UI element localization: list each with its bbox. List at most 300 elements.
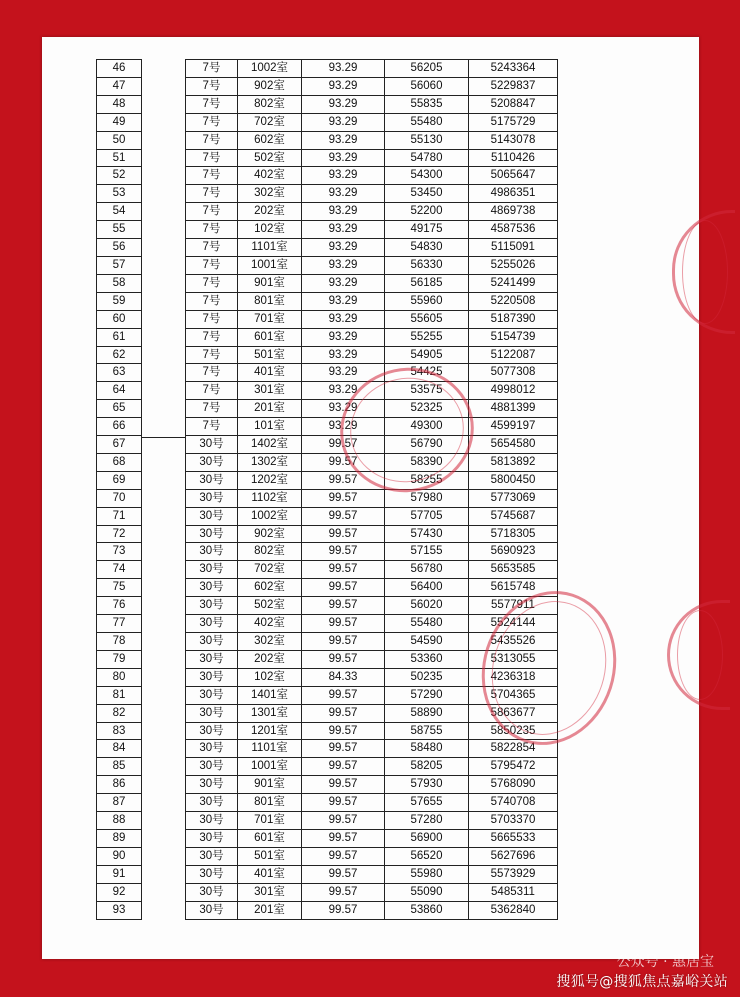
total-price-cell: 5220508 [469, 292, 558, 310]
table-row [97, 436, 142, 454]
unit-price-cell: 53575 [385, 382, 469, 400]
building-cell: 30号 [186, 579, 238, 597]
table-row [186, 561, 558, 579]
room-cell: 601室 [238, 829, 302, 847]
row-number-cell: 62 [97, 346, 142, 364]
total-price-cell: 5690923 [469, 543, 558, 561]
unit-price-cell: 56330 [385, 256, 469, 274]
unit-price-cell: 56400 [385, 579, 469, 597]
room-cell: 501室 [238, 847, 302, 865]
area-cell: 93.29 [302, 149, 385, 167]
room-cell: 701室 [238, 310, 302, 328]
table-row [97, 650, 142, 668]
room-cell: 601室 [238, 328, 302, 346]
unit-price-cell: 55130 [385, 131, 469, 149]
table-row [97, 633, 142, 651]
area-cell: 99.57 [302, 812, 385, 830]
total-price-cell: 5485311 [469, 883, 558, 901]
total-price-cell: 5208847 [469, 95, 558, 113]
unit-price-cell: 54425 [385, 364, 469, 382]
room-cell: 1402室 [238, 436, 302, 454]
unit-price-cell: 57655 [385, 794, 469, 812]
unit-price-cell: 55980 [385, 865, 469, 883]
total-price-cell: 5665533 [469, 829, 558, 847]
area-cell: 99.57 [302, 453, 385, 471]
unit-price-cell: 55960 [385, 292, 469, 310]
building-cell: 30号 [186, 722, 238, 740]
room-cell: 402室 [238, 167, 302, 185]
table-row [186, 274, 558, 292]
area-cell: 93.29 [302, 382, 385, 400]
table-row [97, 310, 142, 328]
row-number-cell: 65 [97, 400, 142, 418]
row-number-cell: 92 [97, 883, 142, 901]
area-cell: 93.29 [302, 185, 385, 203]
room-cell: 702室 [238, 113, 302, 131]
row-number-cell: 86 [97, 776, 142, 794]
room-cell: 402室 [238, 615, 302, 633]
row-number-cell: 73 [97, 543, 142, 561]
room-cell: 802室 [238, 543, 302, 561]
row-number-cell: 80 [97, 668, 142, 686]
unit-price-cell: 50235 [385, 668, 469, 686]
table-row [97, 668, 142, 686]
unit-price-cell: 55835 [385, 95, 469, 113]
row-number-cell: 56 [97, 239, 142, 257]
row-number-cell: 83 [97, 722, 142, 740]
area-cell: 93.29 [302, 239, 385, 257]
row-number-cell: 64 [97, 382, 142, 400]
unit-price-cell: 58390 [385, 453, 469, 471]
table-row [97, 95, 142, 113]
room-cell: 1301室 [238, 704, 302, 722]
unit-price-cell: 57930 [385, 776, 469, 794]
row-number-cell: 77 [97, 615, 142, 633]
total-price-cell: 5313055 [469, 650, 558, 668]
table-row [186, 364, 558, 382]
table-row [97, 418, 142, 436]
table-row [186, 239, 558, 257]
table-row [186, 131, 558, 149]
total-price-cell: 5362840 [469, 901, 558, 919]
unit-price-cell: 54590 [385, 633, 469, 651]
room-cell: 1002室 [238, 60, 302, 78]
row-number-cell: 52 [97, 167, 142, 185]
building-cell: 7号 [186, 60, 238, 78]
unit-price-cell: 56205 [385, 60, 469, 78]
area-cell: 99.57 [302, 525, 385, 543]
area-cell: 84.33 [302, 668, 385, 686]
unit-price-cell: 56520 [385, 847, 469, 865]
building-cell: 7号 [186, 256, 238, 274]
building-cell: 7号 [186, 346, 238, 364]
building-cell: 30号 [186, 633, 238, 651]
building-cell: 7号 [186, 239, 238, 257]
area-cell: 99.57 [302, 436, 385, 454]
area-cell: 99.57 [302, 794, 385, 812]
area-cell: 99.57 [302, 740, 385, 758]
total-price-cell: 5822854 [469, 740, 558, 758]
area-cell: 93.29 [302, 203, 385, 221]
unit-price-cell: 57290 [385, 686, 469, 704]
row-number-cell: 55 [97, 221, 142, 239]
table-row [97, 328, 142, 346]
table-row [97, 615, 142, 633]
area-cell: 93.29 [302, 95, 385, 113]
table-row [97, 256, 142, 274]
building-cell: 30号 [186, 776, 238, 794]
area-cell: 99.57 [302, 507, 385, 525]
area-cell: 99.57 [302, 704, 385, 722]
table-row [186, 292, 558, 310]
unit-price-cell: 57980 [385, 489, 469, 507]
building-cell: 7号 [186, 185, 238, 203]
unit-price-cell: 56185 [385, 274, 469, 292]
total-price-cell: 5745687 [469, 507, 558, 525]
building-cell: 7号 [186, 149, 238, 167]
total-price-cell: 5241499 [469, 274, 558, 292]
table-row [97, 113, 142, 131]
row-number-cell: 57 [97, 256, 142, 274]
area-cell: 99.57 [302, 543, 385, 561]
room-cell: 1001室 [238, 256, 302, 274]
total-price-cell: 5435526 [469, 633, 558, 651]
table-row [186, 543, 558, 561]
total-price-cell: 5654580 [469, 436, 558, 454]
total-price-cell: 5653585 [469, 561, 558, 579]
total-price-cell: 5175729 [469, 113, 558, 131]
building-cell: 30号 [186, 865, 238, 883]
watermark-account: 公众号 · 惠居宝 [616, 954, 714, 970]
row-number-cell: 70 [97, 489, 142, 507]
table-row [186, 203, 558, 221]
room-cell: 201室 [238, 901, 302, 919]
room-cell: 1101室 [238, 239, 302, 257]
unit-price-cell: 53860 [385, 901, 469, 919]
row-number-cell: 87 [97, 794, 142, 812]
unit-price-cell: 56780 [385, 561, 469, 579]
table-row [186, 400, 558, 418]
row-number-cell: 53 [97, 185, 142, 203]
area-cell: 99.57 [302, 722, 385, 740]
table-row [97, 704, 142, 722]
room-cell: 1201室 [238, 722, 302, 740]
room-cell: 1001室 [238, 758, 302, 776]
area-cell: 99.57 [302, 579, 385, 597]
area-cell: 99.57 [302, 597, 385, 615]
total-price-cell: 5795472 [469, 758, 558, 776]
table-row [97, 185, 142, 203]
building-cell: 30号 [186, 471, 238, 489]
room-cell: 902室 [238, 77, 302, 95]
building-cell: 30号 [186, 453, 238, 471]
area-cell: 93.29 [302, 274, 385, 292]
room-cell: 902室 [238, 525, 302, 543]
row-number-cell: 50 [97, 131, 142, 149]
room-cell: 102室 [238, 221, 302, 239]
table-row [97, 794, 142, 812]
unit-price-cell: 56020 [385, 597, 469, 615]
table-row [97, 239, 142, 257]
area-cell: 99.57 [302, 847, 385, 865]
area-cell: 93.29 [302, 167, 385, 185]
room-cell: 701室 [238, 812, 302, 830]
table-row [186, 507, 558, 525]
total-price-cell: 5577911 [469, 597, 558, 615]
row-number-cell: 75 [97, 579, 142, 597]
table-row [186, 382, 558, 400]
area-cell: 99.57 [302, 758, 385, 776]
table-row [97, 776, 142, 794]
row-number-cell: 49 [97, 113, 142, 131]
room-cell: 502室 [238, 597, 302, 615]
building-cell: 30号 [186, 615, 238, 633]
table-row [186, 256, 558, 274]
area-cell: 99.57 [302, 615, 385, 633]
unit-price-cell: 56060 [385, 77, 469, 95]
row-number-cell: 72 [97, 525, 142, 543]
row-number-cell: 59 [97, 292, 142, 310]
unit-price-cell: 53360 [385, 650, 469, 668]
room-cell: 102室 [238, 668, 302, 686]
total-price-cell: 5110426 [469, 149, 558, 167]
unit-price-cell: 55480 [385, 113, 469, 131]
row-number-cell: 90 [97, 847, 142, 865]
table-row [186, 453, 558, 471]
total-price-cell: 5187390 [469, 310, 558, 328]
table-row [186, 328, 558, 346]
unit-price-cell: 58890 [385, 704, 469, 722]
total-price-cell: 5768090 [469, 776, 558, 794]
table-row [186, 436, 558, 454]
table-row [186, 489, 558, 507]
building-cell: 7号 [186, 364, 238, 382]
table-row [97, 364, 142, 382]
table-row [186, 686, 558, 704]
area-cell: 93.29 [302, 364, 385, 382]
area-cell: 99.57 [302, 865, 385, 883]
building-cell: 30号 [186, 829, 238, 847]
total-price-cell: 5704365 [469, 686, 558, 704]
building-cell: 30号 [186, 436, 238, 454]
table-row [97, 77, 142, 95]
room-cell: 801室 [238, 292, 302, 310]
building-cell: 7号 [186, 328, 238, 346]
row-number-cell: 47 [97, 77, 142, 95]
building-cell: 30号 [186, 543, 238, 561]
table-row [97, 60, 142, 78]
area-cell: 93.29 [302, 256, 385, 274]
total-price-cell: 5243364 [469, 60, 558, 78]
row-number-cell: 51 [97, 149, 142, 167]
table-row [97, 471, 142, 489]
room-cell: 602室 [238, 579, 302, 597]
area-cell: 93.29 [302, 418, 385, 436]
total-price-cell: 5115091 [469, 239, 558, 257]
table-row [97, 686, 142, 704]
total-price-cell: 5122087 [469, 346, 558, 364]
room-cell: 401室 [238, 364, 302, 382]
row-number-cell: 88 [97, 812, 142, 830]
table-row [97, 883, 142, 901]
table-row [186, 758, 558, 776]
table-row [186, 722, 558, 740]
area-cell: 99.57 [302, 776, 385, 794]
total-price-cell: 4998012 [469, 382, 558, 400]
total-price-cell: 5718305 [469, 525, 558, 543]
building-cell: 7号 [186, 131, 238, 149]
row-number-cell: 89 [97, 829, 142, 847]
table-row [97, 221, 142, 239]
building-cell: 7号 [186, 203, 238, 221]
total-price-cell: 5065647 [469, 167, 558, 185]
unit-price-cell: 49300 [385, 418, 469, 436]
building-cell: 7号 [186, 221, 238, 239]
unit-price-cell: 55090 [385, 883, 469, 901]
unit-price-cell: 57430 [385, 525, 469, 543]
total-price-cell: 4986351 [469, 185, 558, 203]
row-number-cell: 71 [97, 507, 142, 525]
table-row [186, 794, 558, 812]
building-cell: 30号 [186, 686, 238, 704]
table-row [186, 776, 558, 794]
table-row [97, 382, 142, 400]
total-price-cell: 4881399 [469, 400, 558, 418]
area-cell: 93.29 [302, 328, 385, 346]
table-row [186, 668, 558, 686]
building-cell: 30号 [186, 883, 238, 901]
row-number-cell: 63 [97, 364, 142, 382]
total-price-cell: 4599197 [469, 418, 558, 436]
row-number-cell: 61 [97, 328, 142, 346]
total-price-cell: 5863677 [469, 704, 558, 722]
total-price-cell: 5773069 [469, 489, 558, 507]
table-row [186, 829, 558, 847]
table-row [97, 489, 142, 507]
area-cell: 99.57 [302, 901, 385, 919]
table-row [97, 131, 142, 149]
connector-line [142, 437, 185, 438]
table-row [186, 615, 558, 633]
unit-price-cell: 58255 [385, 471, 469, 489]
row-number-cell: 74 [97, 561, 142, 579]
room-cell: 501室 [238, 346, 302, 364]
table-row [186, 471, 558, 489]
total-price-cell: 5850235 [469, 722, 558, 740]
room-cell: 302室 [238, 633, 302, 651]
row-number-cell: 76 [97, 597, 142, 615]
total-price-cell: 5524144 [469, 615, 558, 633]
table-row [97, 597, 142, 615]
table-row [97, 561, 142, 579]
row-number-cell: 54 [97, 203, 142, 221]
table-row [97, 149, 142, 167]
building-cell: 30号 [186, 668, 238, 686]
building-cell: 7号 [186, 113, 238, 131]
building-cell: 7号 [186, 310, 238, 328]
table-row [186, 579, 558, 597]
row-number-cell: 46 [97, 60, 142, 78]
table-row [97, 453, 142, 471]
table-row [186, 60, 558, 78]
area-cell: 93.29 [302, 60, 385, 78]
area-cell: 93.29 [302, 221, 385, 239]
building-cell: 30号 [186, 525, 238, 543]
area-cell: 99.57 [302, 489, 385, 507]
area-cell: 93.29 [302, 77, 385, 95]
row-number-cell: 81 [97, 686, 142, 704]
table-row [97, 292, 142, 310]
area-cell: 99.57 [302, 633, 385, 651]
room-cell: 301室 [238, 883, 302, 901]
total-price-cell: 4236318 [469, 668, 558, 686]
table-row [186, 185, 558, 203]
total-price-cell: 5229837 [469, 77, 558, 95]
room-cell: 901室 [238, 776, 302, 794]
room-cell: 802室 [238, 95, 302, 113]
table-row [186, 77, 558, 95]
table-row [186, 847, 558, 865]
room-cell: 1102室 [238, 489, 302, 507]
table-row [97, 346, 142, 364]
table-row [97, 579, 142, 597]
row-number-cell: 78 [97, 633, 142, 651]
table-row [97, 758, 142, 776]
building-cell: 30号 [186, 758, 238, 776]
table-row [186, 740, 558, 758]
room-cell: 502室 [238, 149, 302, 167]
area-cell: 93.29 [302, 113, 385, 131]
unit-price-cell: 54830 [385, 239, 469, 257]
building-cell: 30号 [186, 650, 238, 668]
table-row [186, 633, 558, 651]
unit-price-cell: 57155 [385, 543, 469, 561]
row-number-cell: 58 [97, 274, 142, 292]
table-row [186, 865, 558, 883]
row-number-cell: 82 [97, 704, 142, 722]
table-row [186, 812, 558, 830]
building-cell: 7号 [186, 167, 238, 185]
area-cell: 99.57 [302, 686, 385, 704]
table-row [186, 597, 558, 615]
total-price-cell: 5255026 [469, 256, 558, 274]
unit-price-cell: 56900 [385, 829, 469, 847]
total-price-cell: 4869738 [469, 203, 558, 221]
table-row [186, 95, 558, 113]
total-price-cell: 5154739 [469, 328, 558, 346]
table-row [97, 740, 142, 758]
building-cell: 30号 [186, 561, 238, 579]
building-cell: 7号 [186, 95, 238, 113]
total-price-cell: 5813892 [469, 453, 558, 471]
building-cell: 7号 [186, 382, 238, 400]
area-cell: 99.57 [302, 650, 385, 668]
area-cell: 93.29 [302, 400, 385, 418]
area-cell: 99.57 [302, 471, 385, 489]
area-cell: 99.57 [302, 883, 385, 901]
total-price-cell: 5740708 [469, 794, 558, 812]
unit-price-cell: 57705 [385, 507, 469, 525]
room-cell: 301室 [238, 382, 302, 400]
table-row [186, 901, 558, 919]
area-cell: 93.29 [302, 131, 385, 149]
area-cell: 93.29 [302, 292, 385, 310]
unit-price-cell: 54780 [385, 149, 469, 167]
total-price-cell: 5077308 [469, 364, 558, 382]
table-row [186, 149, 558, 167]
table-row [186, 525, 558, 543]
room-cell: 702室 [238, 561, 302, 579]
